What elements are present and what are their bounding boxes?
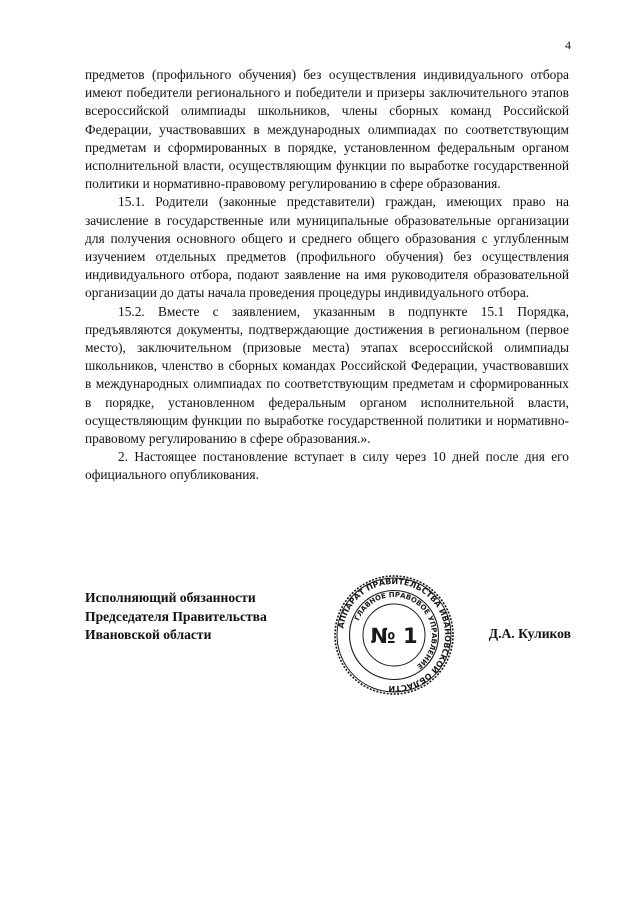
signer-position-line: Председателя Правительства xyxy=(85,608,267,624)
official-seal xyxy=(333,574,455,696)
signer-position-line: Исполняющий обязанности xyxy=(85,590,256,605)
seal-center-number: № 1 xyxy=(370,624,418,648)
paragraph: предметов (профильного обучения) без осуществления индивидуального отбора имеют победители регионального и победители и призеры заключительного этапов всероссийской олимпиады школьников, члены сборных команд Российской Федерации, участвовавших в международных олимпиадах по соответствующим предметам и сформированных в порядке, установленном федеральным органом исполнительной власти, осуществляющим функции по выработке государственной политики и нормативно-правовому регулированию в сфере образования. xyxy=(85,67,569,192)
paragraph: 15.2. Вместе с заявлением, указанным в подпункте 15.1 Порядка, предъявляются документы, подтверждающие достижения в региональном (первое место), заключительном (призовые места) этапах всероссийской олимпиады школьников, членство в сборных командах Российской Федерации, участвовавших в международных олимпиадах по соответствующим предметам и сформированных в порядке, установленном федеральным органом исполнительной власти, осуществляющим функции по выработке государственной политики и нормативно-правовому регулированию в сфере образования.». xyxy=(85,303,569,447)
page-number: 4 xyxy=(565,38,571,52)
paragraph: 2. Настоящее постановление вступает в силу через 10 дней после дня его официального опубликования. xyxy=(85,449,569,483)
signer-position xyxy=(85,589,267,645)
signer-name: Д.А. Куликов xyxy=(488,626,571,641)
paragraph: 15.1. Родители (законные представители) граждан, имеющих право на зачисление в государственные или муниципальные образовательные организации для получения основного общего и среднего общего образования с углубленным изучением отдельных предметов (профильного обучения) без осуществления индивидуального отбора, подают заявление на имя руководителя образовательной организации до даты начала проведения процедуры индивидуального отбора. xyxy=(85,194,569,301)
seal-inner-text: ГЛАВНОЕ ПРАВОВОЕ УПРАВЛЕНИЕ xyxy=(353,590,439,671)
document-body xyxy=(85,66,569,485)
signer-position-line: Ивановской области xyxy=(85,627,212,642)
seal-outer-text: АППАРАТ ПРАВИТЕЛЬСТВА ИВАНОВСКОЙ ОБЛАСТИ xyxy=(336,576,453,694)
